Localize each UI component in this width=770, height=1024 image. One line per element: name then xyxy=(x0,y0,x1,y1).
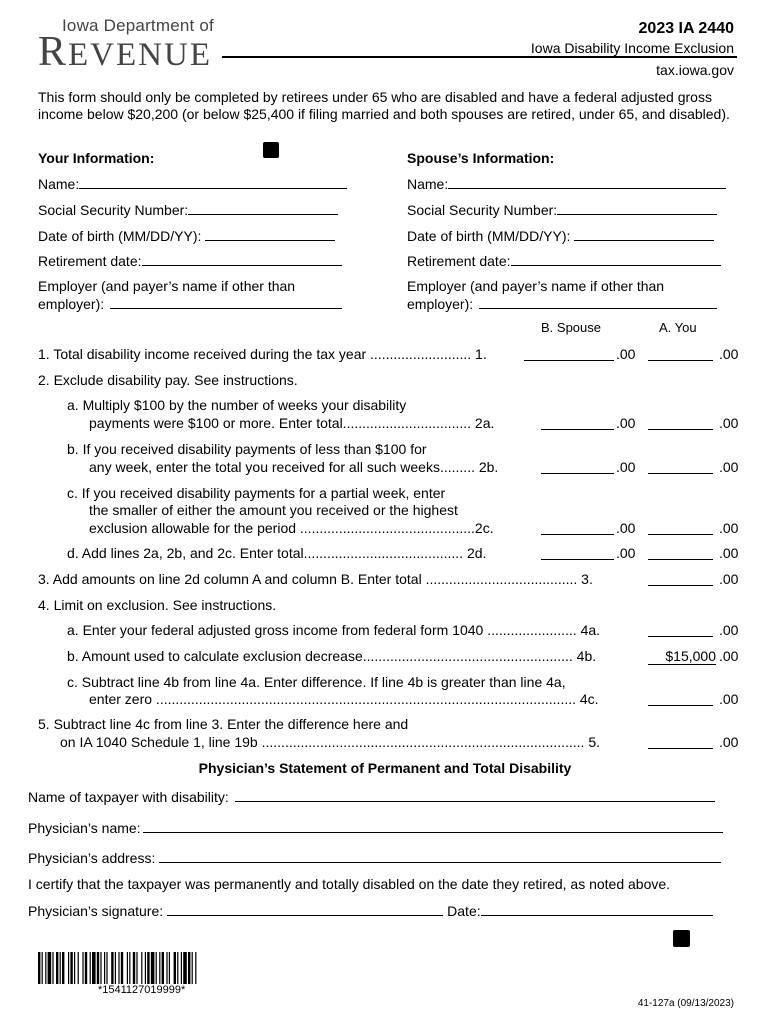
line-4c-label: c. Subtract line 4b from line 4a. Enter difference. If line 4b is greater than line 4a, xyxy=(67,674,566,690)
certify-text: I certify that the taxpayer was permanently and totally disabled on the date they retired, as noted above. xyxy=(28,876,671,892)
line-5-label: 5. Subtract line 4c from line 3. Enter the difference here and xyxy=(38,716,409,732)
column-a-heading: A. You xyxy=(659,320,697,335)
line-3-cents: .00 xyxy=(719,571,739,587)
spouse-employer-label-2: employer): xyxy=(407,295,717,312)
line-3-field[interactable] xyxy=(648,572,713,586)
line-5-field[interactable] xyxy=(648,735,713,749)
line-2-label: 2. Exclude disability pay. See instructions. xyxy=(38,372,298,388)
form-id: 2023 IA 2440 xyxy=(638,20,734,37)
line-2d-label: d. Add lines 2a, 2b, and 2c. Enter total......................................... 2d. xyxy=(67,545,487,561)
your-info-heading: Your Information: xyxy=(38,150,155,166)
spouse-retirement-field[interactable] xyxy=(511,252,721,266)
line-2c-b-cents: .00 xyxy=(616,520,636,536)
agency-logo xyxy=(38,28,212,76)
line-4b-label: b. Amount used to calculate exclusion decrease...................................................... 4b. xyxy=(67,648,597,664)
line-2c-label-2: the smaller of either the amount you received or the highest xyxy=(89,502,458,518)
line-1a-cents: .00 xyxy=(719,346,739,362)
spouse-name-field[interactable] xyxy=(448,175,726,189)
line-2d-b-field[interactable] xyxy=(541,546,614,560)
spouse-retirement-label: Retirement date: xyxy=(407,252,721,269)
corner-mark xyxy=(263,142,279,158)
your-ssn-label: Social Security Number: xyxy=(38,201,338,218)
line-1-label: 1. Total disability income received during the tax year .......................... 1. xyxy=(38,346,487,362)
spouse-employer-label: Employer (and payer’s name if other than xyxy=(407,278,665,294)
line-1b-cents: .00 xyxy=(616,346,636,362)
line-4b-value: $15,000 xyxy=(648,648,716,665)
line-1a-field[interactable] xyxy=(648,347,713,361)
form-title: Iowa Disability Income Exclusion xyxy=(530,40,734,56)
line-4c-cents: .00 xyxy=(719,691,739,707)
line-2c-a-field[interactable] xyxy=(648,521,713,535)
line-2d-b-cents: .00 xyxy=(616,545,636,561)
agency-logo-initial: R xyxy=(38,29,69,75)
line-4a-cents: .00 xyxy=(719,622,739,638)
line-2a-b-cents: .00 xyxy=(616,415,636,431)
physician-name-label: Physician’s name: xyxy=(28,819,723,836)
line-4b-cents: .00 xyxy=(719,648,739,664)
title-rule xyxy=(222,56,737,58)
line-2c-b-field[interactable] xyxy=(541,521,614,535)
line-4c-field[interactable] xyxy=(648,692,713,706)
line-2a-label: a. Multiply $100 by the number of weeks your disability xyxy=(67,397,407,413)
line-4a-field[interactable] xyxy=(648,623,713,637)
line-2a-label-2: payments were $100 or more. Enter total................................. 2a. xyxy=(89,415,495,431)
your-dob-label: Date of birth (MM/DD/YY): xyxy=(38,227,335,244)
line-2c-label: c. If you received disability payments for a partial week, enter xyxy=(67,485,446,501)
taxpayer-name-label: Name of taxpayer with disability: xyxy=(28,788,715,805)
line-2d-a-field[interactable] xyxy=(648,546,713,560)
line-2b-b-cents: .00 xyxy=(616,459,636,475)
physician-address-field[interactable] xyxy=(159,849,721,863)
agency-logo-top: Iowa Department of xyxy=(62,16,214,35)
date-field[interactable] xyxy=(481,902,713,916)
spouse-dob-label: Date of birth (MM/DD/YY): xyxy=(407,227,714,244)
your-ssn-field[interactable] xyxy=(188,201,338,215)
line-2a-a-field[interactable] xyxy=(648,416,713,430)
spouse-employer-field[interactable] xyxy=(479,295,717,309)
intro-text: This form should only be completed by retirees under 65 who are disabled and have a federal adjusted gross income below $20,200 (or below $25,400 if filing married and both spouses are retired, under 65, and disabled). xyxy=(38,89,730,122)
your-employer-label-2: employer): xyxy=(38,295,342,312)
physician-signature-label: Physician’s signature: Date: xyxy=(28,902,713,919)
taxpayer-name-field[interactable] xyxy=(235,788,715,802)
physician-name-field[interactable] xyxy=(143,819,723,833)
line-2b-b-field[interactable] xyxy=(541,460,614,474)
agency-logo-rest: EVENUE xyxy=(68,37,212,73)
your-employer-field[interactable] xyxy=(110,295,342,309)
physician-signature-field[interactable] xyxy=(167,902,443,916)
line-2b-label: b. If you received disability payments of less than $100 for xyxy=(67,441,427,457)
your-dob-field[interactable] xyxy=(205,227,335,241)
barcode-number: *1541127019999* xyxy=(98,984,186,996)
line-2c-label-3: exclusion allowable for the period .............................................2c. xyxy=(89,520,494,536)
line-5-label-2: on IA 1040 Schedule 1, line 19b ................................................................................... 5. xyxy=(60,734,601,750)
barcode xyxy=(38,952,258,984)
date-label: Date: xyxy=(447,903,481,919)
line-2d-a-cents: .00 xyxy=(719,545,739,561)
corner-mark-bottom xyxy=(673,930,690,947)
spouse-dob-field[interactable] xyxy=(574,227,714,241)
form-url: tax.iowa.gov xyxy=(656,62,734,78)
your-retirement-label: Retirement date: xyxy=(38,252,342,269)
your-name-field[interactable] xyxy=(79,175,347,189)
line-5-cents: .00 xyxy=(719,734,739,750)
spouse-ssn-field[interactable] xyxy=(557,201,717,215)
spouse-name-label: Name: xyxy=(407,175,726,192)
your-retirement-field[interactable] xyxy=(142,252,342,266)
line-2b-a-field[interactable] xyxy=(648,460,713,474)
form-revision: 41-127a (09/13/2023) xyxy=(637,998,734,1009)
column-b-heading: B. Spouse xyxy=(541,320,601,335)
spouse-info-heading: Spouse’s Information: xyxy=(407,150,555,166)
line-2a-a-cents: .00 xyxy=(719,415,739,431)
line-4-label: 4. Limit on exclusion. See instructions. xyxy=(38,597,277,613)
your-employer-label: Employer (and payer’s name if other than xyxy=(38,278,296,294)
line-2c-a-cents: .00 xyxy=(719,520,739,536)
spouse-ssn-label: Social Security Number: xyxy=(407,201,717,218)
line-2b-label-2: any week, enter the total you received for all such weeks......... 2b. xyxy=(89,459,499,475)
line-1b-field[interactable] xyxy=(524,347,614,361)
line-4a-label: a. Enter your federal adjusted gross income from federal form 1040 ....................... 4a. xyxy=(67,622,601,638)
line-2a-b-field[interactable] xyxy=(541,416,614,430)
line-3-label: 3. Add amounts on line 2d column A and column B. Enter total ....................................... 3. xyxy=(38,571,593,587)
physician-heading: Physician’s Statement of Permanent and Total Disability xyxy=(198,760,572,776)
line-2b-a-cents: .00 xyxy=(719,459,739,475)
your-name-label: Name: xyxy=(38,175,347,192)
line-4c-label-2: enter zero ............................................................................................................ 4c. xyxy=(89,691,599,707)
physician-address-label: Physician’s address: xyxy=(28,849,721,866)
